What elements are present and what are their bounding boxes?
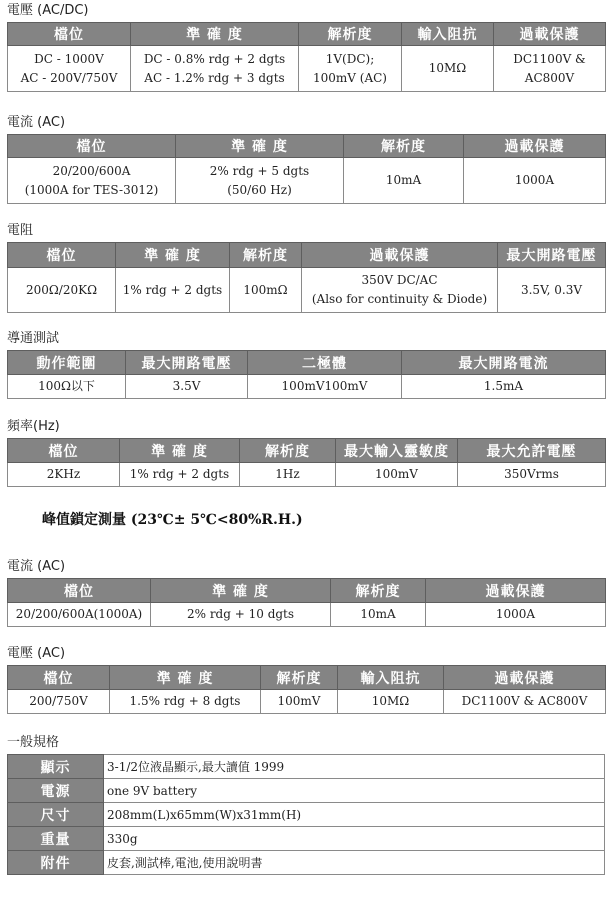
row-value: 皮套,測試棒,電池,使用說明書 (104, 851, 605, 875)
col-header: 準 確 度 (110, 666, 261, 690)
table-row (8, 803, 605, 827)
table-row (8, 375, 606, 399)
table-cell: 100mV (336, 463, 458, 487)
resistance-section (7, 223, 605, 313)
col-header: 輸入阻抗 (338, 666, 444, 690)
row-label: 顯示 (8, 755, 104, 779)
table-cell: 200Ω/20KΩ (8, 268, 116, 313)
col-header: 準 確 度 (151, 579, 331, 603)
section-title: 電流 (AC) (7, 559, 66, 574)
table-cell: 20/200/600A (1000A for TES-3012) (8, 158, 176, 204)
peak-voltage-ac-section (7, 646, 605, 714)
table-cell: 350Vrms (458, 463, 606, 487)
col-header: 過載保護 (444, 666, 606, 690)
col-header: 解析度 (299, 23, 402, 46)
col-header: 檔位 (8, 439, 120, 463)
row-label: 附件 (8, 851, 104, 875)
table-cell: 100mΩ (230, 268, 302, 313)
col-header: 解析度 (240, 439, 336, 463)
table-cell: 1% rdg + 2 dgts (120, 463, 240, 487)
table-row (8, 463, 606, 487)
col-header: 準 確 度 (131, 23, 299, 46)
table-cell: 1000A (464, 158, 606, 204)
table-row (8, 779, 605, 803)
current-ac-table (7, 134, 606, 204)
table-cell: DC1100V & AC800V (494, 46, 606, 92)
row-value: 208mm(L)x65mm(W)x31mm(H) (104, 803, 605, 827)
voltage-acdc-section (7, 3, 605, 92)
section-title: 電流 (AC) (7, 115, 66, 130)
col-header: 輸入阻抗 (402, 23, 494, 46)
table-cell: 3.5V (126, 375, 248, 399)
table-cell: DC - 1000V AC - 200V/750V (8, 46, 131, 92)
section-title: 一般規格 (7, 735, 60, 750)
col-header: 檔位 (8, 243, 116, 268)
section-title: 電阻 (7, 223, 34, 238)
table-cell: 10mA (344, 158, 464, 204)
continuity-table (7, 350, 606, 399)
table-cell: 10MΩ (402, 46, 494, 92)
table-cell: 2% rdg + 5 dgts (50/60 Hz) (176, 158, 344, 204)
table-cell: 1Hz (240, 463, 336, 487)
col-header: 檔位 (8, 579, 151, 603)
table-cell: 350V DC/AC (Also for continuity & Diode) (302, 268, 498, 313)
frequency-table (7, 438, 606, 487)
table-cell: DC1100V & AC800V (444, 690, 606, 714)
col-header: 解析度 (344, 135, 464, 158)
col-header: 最大開路電流 (402, 351, 606, 375)
table-cell: 10mA (331, 603, 426, 627)
table-row (8, 268, 606, 313)
table-cell: 2% rdg + 10 dgts (151, 603, 331, 627)
table-cell: 1% rdg + 2 dgts (116, 268, 230, 313)
col-header: 最大輸入靈敏度 (336, 439, 458, 463)
peak-current-ac-section (7, 559, 605, 627)
col-header: 準 確 度 (176, 135, 344, 158)
col-header: 準 確 度 (116, 243, 230, 268)
current-ac-section (7, 115, 605, 204)
col-header: 最大開路電壓 (126, 351, 248, 375)
table-row (8, 158, 606, 204)
col-header: 過載保護 (464, 135, 606, 158)
col-header: 解析度 (230, 243, 302, 268)
col-header: 檔位 (8, 135, 176, 158)
col-header: 過載保護 (426, 579, 606, 603)
table-row (8, 827, 605, 851)
col-header: 動作範圍 (8, 351, 126, 375)
col-header: 檔位 (8, 666, 110, 690)
table-cell: 1V(DC); 100mV (AC) (299, 46, 402, 92)
table-cell: 10MΩ (338, 690, 444, 714)
resistance-table (7, 242, 606, 313)
section-title: 頻率(Hz) (7, 419, 60, 434)
row-label: 重量 (8, 827, 104, 851)
table-row (8, 755, 605, 779)
peak-hold-heading: 峰值鎖定測量 (23℃± 5℃<80%R.H.) (42, 512, 303, 528)
general-spec-table (7, 754, 605, 875)
table-cell: 2KHz (8, 463, 120, 487)
table-cell: 3.5V, 0.3V (498, 268, 606, 313)
frequency-section (7, 419, 605, 487)
table-cell: 100mV (261, 690, 338, 714)
table-cell: 1000A (426, 603, 606, 627)
table-cell: DC - 0.8% rdg + 2 dgts AC - 1.2% rdg + 3 dgts (131, 46, 299, 92)
col-header: 過載保護 (302, 243, 498, 268)
section-title: 導通測試 (7, 331, 60, 346)
col-header: 最大允許電壓 (458, 439, 606, 463)
table-cell: 100Ω以下 (8, 375, 126, 399)
table-cell: 200/750V (8, 690, 110, 714)
section-title: 電壓 (AC/DC) (7, 3, 89, 18)
table-row (8, 603, 606, 627)
row-value: 330g (104, 827, 605, 851)
col-header: 解析度 (331, 579, 426, 603)
section-title: 電壓 (AC) (7, 646, 66, 661)
col-header: 最大開路電壓 (498, 243, 606, 268)
col-header: 檔位 (8, 23, 131, 46)
table-cell: 100mV100mV (248, 375, 402, 399)
table-cell: 20/200/600A(1000A) (8, 603, 151, 627)
general-spec-section (7, 735, 605, 875)
row-value: one 9V battery (104, 779, 605, 803)
table-row (8, 690, 606, 714)
peak-current-ac-table (7, 578, 606, 627)
col-header: 準 確 度 (120, 439, 240, 463)
table-cell: 1.5mA (402, 375, 606, 399)
col-header: 過載保護 (494, 23, 606, 46)
col-header: 解析度 (261, 666, 338, 690)
row-value: 3-1/2位液晶顯示,最大讀值 1999 (104, 755, 605, 779)
table-cell: 1.5% rdg + 8 dgts (110, 690, 261, 714)
table-row (8, 46, 606, 92)
row-label: 電源 (8, 779, 104, 803)
col-header: 二極體 (248, 351, 402, 375)
voltage-acdc-table (7, 22, 606, 92)
continuity-section (7, 331, 605, 399)
row-label: 尺寸 (8, 803, 104, 827)
table-row (8, 851, 605, 875)
peak-voltage-ac-table (7, 665, 606, 714)
